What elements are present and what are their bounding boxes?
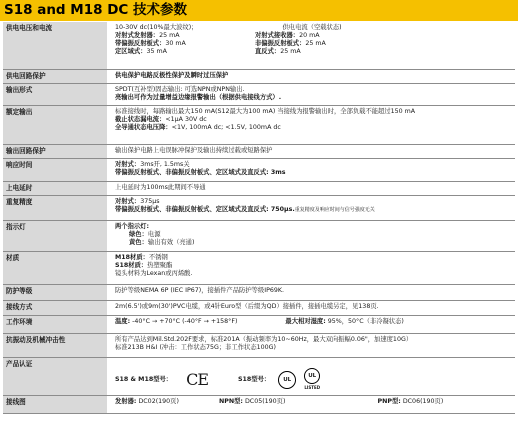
row-value: 发射器: DC02(190页) NPN型: DC05(190页) PNP型: DC06(190页) — [111, 395, 515, 413]
row-label: 额定输出 — [3, 105, 107, 144]
table-row — [3, 220, 515, 251]
row-label: 供电回路保护 — [3, 69, 107, 83]
row-value — [111, 357, 515, 395]
row-value: 防护等级NEMA 6P (IEC IP67)，接插件产品防护等级IP69K. — [111, 284, 515, 300]
table-row — [3, 300, 515, 315]
row-value: 两个指示灯: 绿色：电源 黄色：输出有效（亮通) — [111, 220, 515, 251]
table-row — [3, 22, 515, 69]
ce-mark-icon: CE — [186, 369, 209, 389]
row-value: SPDT(互补型)固态输出: 可选NPN或NPN输出. 亮输出可作为过量增益边缘报警输出（根据供电接线方式）. — [111, 83, 515, 105]
table-row — [3, 333, 515, 357]
row-label: 工作环境 — [3, 315, 107, 333]
row-label: 抗振动及机械冲击性 — [3, 333, 107, 357]
row-value: 上电延时为100ms此期间不导通 — [111, 181, 515, 195]
row-label: 接线图 — [3, 395, 107, 413]
table-row — [3, 357, 515, 395]
row-value: 对射式：375μs 带偏振反射板式、非偏振反射板式、定区域式及直反式: 750μs.重复精度及响应时间与信号强度无关 — [111, 195, 515, 220]
ul-listed-mark-icon: UL LISTED — [304, 368, 320, 392]
cul-mark-icon: UL — [278, 371, 296, 389]
table-row — [3, 395, 515, 413]
row-label: 响应时间 — [3, 158, 107, 181]
table-row — [3, 158, 515, 181]
cert-logos: S18 & M18型号： CE S18型号： UL UL LISTED — [115, 368, 515, 393]
row-value: 标准接线时，每路输出最大150 mA(S12最大为100 mA) 当接线为报警输出时，全部负载不能超过150 mA 截止状态漏电流：<1μA 30V dc 全导通状态电压降：<1V, 100mA dc; <1.5V, 100mA dc — [111, 105, 515, 144]
row-value: 供电保护电路反极性保护及瞬时过压保护 — [111, 69, 515, 83]
row-value: 温度: -40°C → +70°C (-40°F → +158°F) 最大相对湿度: 95%，50°C（非冷凝状态) — [111, 315, 515, 333]
row-label: 供电电压和电流 — [3, 22, 107, 69]
table-row — [3, 315, 515, 333]
row-label: 输出形式 — [3, 83, 107, 105]
table-row — [3, 181, 515, 195]
table-row — [3, 69, 515, 83]
row-value: 2m(6.5')或9m(30')PVC电缆，或4针Euro型（后缀为QD）接插件，接插电缆另定，见138页. — [111, 300, 515, 315]
page-title: S18 and M18 DC 技术参数 — [4, 2, 188, 18]
row-label: 产品认证 — [3, 357, 107, 395]
row-label: 输出回路保护 — [3, 144, 107, 158]
table-row — [3, 251, 515, 284]
row-label: 重复精度 — [3, 195, 107, 220]
table-row — [3, 105, 515, 144]
row-value: 输出保护电路上电误脉冲保护及输出持续过载或短路保护 — [111, 144, 515, 158]
row-label: 上电延时 — [3, 181, 107, 195]
row-label: 指示灯 — [3, 220, 107, 251]
table-row — [3, 83, 515, 105]
table-row — [3, 144, 515, 158]
row-label: 材质 — [3, 251, 107, 284]
table-row — [3, 284, 515, 300]
row-value: 对射式：3ms开, 1.5ms关 带偏振反射板式、非偏振反射板式、定区域式及直反式: 3ms — [111, 158, 515, 181]
row-value: 所有产品达到Mil.Std.202F要求，标准201A（振动频率为10~60Hz，最大双向振幅0.06"，加速度10G） 标准213B H&I (冲击：工作状态75G；非工作状态100G) — [111, 333, 515, 357]
table-row — [3, 195, 515, 220]
title-bar — [0, 0, 518, 21]
row-value: M18材质：不锈钢 S18材质：热塑聚酯 镜头材料为Lexan或丙烯酸. — [111, 251, 515, 284]
row-label: 接线方式 — [3, 300, 107, 315]
row-label: 防护等级 — [3, 284, 107, 300]
spec-table — [3, 22, 515, 414]
row-value: 10-30V dc(10%最大波纹)； 供电电流（空载状态) 对射式发射器：25 mA 对射式接收器： 20 mA 带偏振反射板式：30 mA 非偏振反射板式： 25 mA 定区域式：35 mA 直反式： 25 mA — [111, 22, 515, 69]
